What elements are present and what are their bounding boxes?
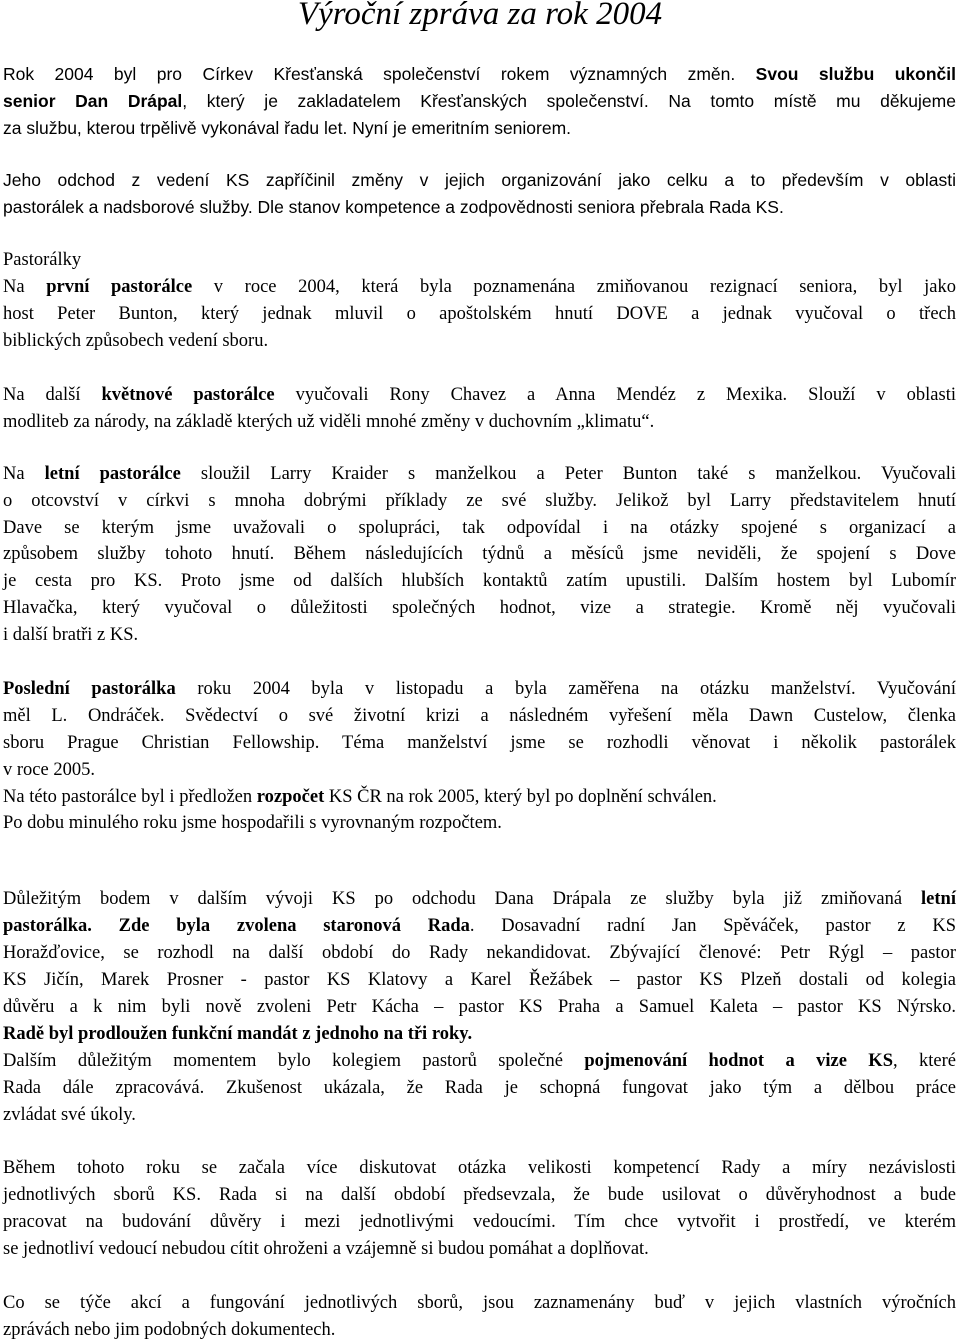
text-line: Radě byl prodloužen funkční mandát z jednoho na tři roky.: [3, 1024, 473, 1044]
text-line: Hlavačka, který vyučoval o důležitosti společných hodnot, vize a strategie. Kromě něj vyučovali: [3, 598, 956, 618]
text-line: měl L. Ondráček. Svědectví o své životní krizi a následném vyřešení měla Dawn Custelow, členka: [3, 706, 956, 726]
text-line: v roce 2005.: [3, 760, 95, 780]
text-line: Co se týče akcí a fungování jednotlivých sborů, jsou zaznamenány buď v jejich vlastních výročních: [3, 1293, 956, 1313]
text-line: KS Jičín, Marek Prosner - pastor KS Klatovy a Karel Řežábek – pastor KS Plzeň dostali od kolegia: [3, 970, 956, 990]
text-line: Po dobu minulého roku jsme hospodařili s vyrovnaným rozpočtem.: [3, 813, 502, 833]
text-line: biblických způsobech vedení sboru.: [3, 331, 269, 351]
text-line: zprávách nebo jim podobných dokumentech.: [3, 1320, 336, 1340]
text-line: pracovat na budování důvěry i mezi jednotlivými vedoucími. Tím chce vytvořit i prostředí, ve kterém: [3, 1212, 956, 1232]
text-line: za službu, kterou trpělivě vykonával řadu let. Nyní je emeritním seniorem.: [3, 118, 572, 138]
text-line: Na letní pastorálce sloužil Larry Kraider s manželkou a Peter Bunton také s manželkou. Vyučovali: [3, 464, 957, 484]
text-line: Na další květnové pastorálce vyučovali Rony Chavez a Anna Mendéz z Mexika. Slouží v oblasti: [3, 385, 956, 405]
text-line: Rok 2004 byl pro Církev Křesťanská společenství rokem významných změn. Svou službu ukončil: [3, 64, 956, 84]
text-line: modlitеb za národy, na základě kterých už viděli mnohé změny v duchovním „klimatu“.: [3, 412, 655, 432]
text-line: Na této pastorálce byl i předložen rozpočet KS ČR na rok 2005, který byl po doplnění schválen.: [3, 787, 717, 807]
text-line: Dalším důležitým momentem bylo kolegiem pastorů společné pojmenování hodnot a vize KS, které: [3, 1051, 956, 1071]
section-heading: Pastorálky: [3, 250, 82, 270]
text-line: pastorálek a nadsborové služby. Dle stanov kompetence a zodpovědnosti seniora přebrala Rada KS.: [3, 197, 784, 217]
text-line: o otcovství v církvi s mnoha dobrými příklady ze své služby. Jelikož byl Larry představitelem hnutí: [3, 491, 956, 511]
text-line: Rada dále zpracovává. Zkušenost ukázala, že Rada je schopná fungovat jako tým a dělbou práce: [3, 1078, 956, 1098]
text-line: Důležitým bodem v dalším vývoji KS po odchodu Dana Drápala ze služby byla již zmiňovaná letní: [3, 889, 956, 909]
text-line: zvládat své úkoly.: [3, 1105, 136, 1125]
text-line: Dave se kterým jsme uvažovali o spolupráci, tak odpovídal i na otázky spojené s organizací a: [3, 518, 956, 538]
text-line: Poslední pastorálka roku 2004 byla v listopadu a byla zaměřena na otázku manželství. Vyučování: [3, 679, 957, 699]
text-line: sboru Prague Christian Fellowship. Téma manželství jsme se rozhodli věnovat i několik pastorálek: [3, 733, 956, 753]
text-line: důvěru a k nim byli nově zvoleni Petr Kácha – pastor KS Praha a Samuel Kaleta – pastor KS Nýrsko.: [3, 997, 956, 1017]
text-line: Horažďovice, se rozhodl na další období do Rady nekandidovat. Zbývající členové: Petr Rýgl – pastor: [3, 943, 956, 963]
text-line: se jednotliví vedoucí nebudou cítit ohroženi a vzájemně si budou pomáhat a doplňovat.: [3, 1239, 649, 1259]
text-line: Jeho odchod z vedení KS zapříčinil změny v jejich organizování jako celku a to především v oblasti: [3, 170, 956, 190]
text-line: i další bratři z KS.: [3, 625, 139, 645]
text-line: způsobem služby tohoto hnutí. Během následujících týdnů a měsíců jsme neviděli, že spojení s Dove: [3, 544, 956, 564]
text-line: Na první pastorálce v roce 2004, která byla poznamenána zmiňovanou rezignací seniora, byl jako: [3, 277, 956, 297]
text-line: je cesta pro KS. Proto jsme od dalších hlubších kontaktů zatím upustili. Dalším hostem byl Lubomír: [3, 571, 956, 591]
text-line: Během tohoto roku se začala více diskutovat otázka velikosti kompetencí Rady a míry nezávislosti: [3, 1158, 956, 1178]
text-line: host Peter Bunton, který jednak mluvil o apoštolském hnutí DOVE a jednak vyučoval o třech: [3, 304, 956, 324]
text-line: jednotlivých sborů KS. Rada si na další období předsevzala, že bude usilovat o důvěryhodnost a bude: [3, 1185, 956, 1205]
text-line: pastorálka. Zde byla zvolena staronová Rada. Dosavadní radní Jan Spěváček, pastor z KS: [3, 916, 956, 936]
text-line: senior Dan Drápal, který je zakladatelem Křesťanských společenství. Na tomto místě mu děkujeme: [3, 91, 956, 111]
document-title: Výroční zpráva za rok 2004: [297, 0, 663, 32]
